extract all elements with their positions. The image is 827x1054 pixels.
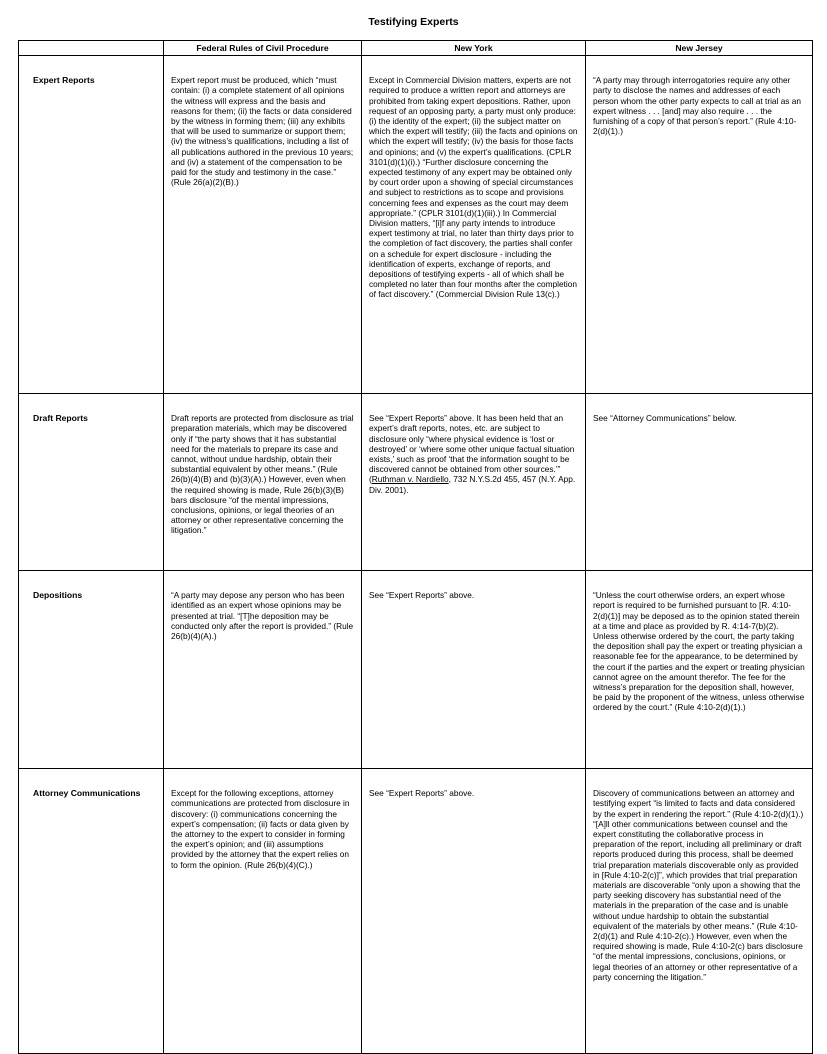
cell-new-york [362,394,586,571]
cell-new-york: Except in Commercial Division matters, experts are not required to produce a written report and attorneys are prohibited from taking expert depositions. Rather, upon request of an opposing party, a party must only produce: (i) the identity of the expert; (ii) the subject matter on which the expert will testify; (iii) the facts and opinions on which the expert will testify; (iv) the basis for those facts and opinions; and (v) the expert’s qualifications. (CPLR 3101(d)(1)(i).) “Further disclosure concerning the expected testimony of any expert may be obtained only by court order upon a showing of special circumstances and subject to restrictions as to scope and provisions concerning fees and expenses as the court may deem appropriate.” (CPLR 3101(d)(1)(iii).) In Commercial Division matters, “[i]f any party intends to introduce expert testimony at trial, no later than thirty days prior to the completion of fact discovery, the parties shall confer on a schedule for expert disclosure - including the identification of experts, exchange of reports, and depositions of testifying experts - all of which shall be completed no later than four months after the completion of fact discovery.” (Commercial Division Rule 13(c).) [362,56,586,394]
cell-new-jersey: See “Attorney Communications” below. [586,394,813,571]
case-citation: Ruthman v. Nardiello [371,474,449,485]
row-label-attorney-communications: Attorney Communications [19,769,164,1054]
cell-federal: Draft reports are protected from disclosure as trial preparation materials, which may be discovered only if “the party shows that it has substantial need for the materials to prepare its case and cannot, without undue hardship, obtain their substantial equivalent by other means.” (Rule 26(b)(4)(B) and (b)(3)(A).) However, even when the required showing is made, Rule 26(b)(3)(B) bars disclosure “of the mental impressions, conclusions, opinions, or legal theories of an attorney or other representative concerning the litigation.” [164,394,362,571]
cell-new-jersey: “A party may through interrogatories require any other party to disclose the names and addresses of each person whom the other party expects to call at trial as an expert witness . . . [and] may also require . . . the furnishing of a copy of that person’s report.” (Rule 4:10-2(d)(1).) [586,56,813,394]
header-row [19,41,813,56]
header-new-york: New York [362,41,586,56]
header-new-jersey: New Jersey [586,41,813,56]
document-title: Testifying Experts [368,16,459,28]
cell-federal: “A party may depose any person who has been identified as an expert whose opinions may be presented at trial. “[T]he deposition may be conducted only after the report is provided.” (Rule 26(b)(4)(A).) [164,571,362,769]
header-blank [19,41,164,56]
cell-new-york: See “Expert Reports” above. [362,571,586,769]
table-row [19,394,813,571]
row-label-expert-reports: Expert Reports [19,56,164,394]
cell-text: , 732 N.Y.S.2d 455, 457 (N.Y. App. Div. 2001). [369,474,576,495]
cell-federal: Except for the following exceptions, attorney communications are protected from disclosure in discovery: (i) communications concerning the expert’s compensation; (ii) facts or data given by the attorney to the expert to consider in forming the expert’s opinion; and (iii) assumptions provided by the attorney that the expert relies on to form the opinion. (Rule 26(b)(4)(C).) [164,769,362,1054]
row-label-draft-reports: Draft Reports [19,394,164,571]
cell-new-jersey: “Unless the court otherwise orders, an expert whose report is required to be furnished pursuant to [R. 4:10-2(d)(1)] may be deposed as to the opinion stated therein at a time and place as provided by R. 4:14-7(b)(2). Unless otherwise ordered by the court, the party taking the deposition shall pay the expert or treating physician a reasonable fee for the appearance, to be determined by the court if the parties and the expert or treating physician cannot agree on the amount therefor. The fee for the witness’s preparation for the deposition shall, however, be paid by the proponent of the witness, unless otherwise ordered by the court.” (Rule 4:10-2(d)(1).) [586,571,813,769]
cell-text: See “Expert Reports” above. It has been held that an expert’s draft reports, notes, etc. are subject to disclosure only “where physical evidence is ‘lost or destroyed’ or ‘where some other unique factual situation exists,’ such as proof ‘that the information sought to be discovered cannot be obtained from other sources.’” ( [369,413,575,485]
table-row [19,56,813,394]
cell-federal: Expert report must be produced, which “must contain: (i) a complete statement of all opinions the witness will express and the basis and reasons for them; (ii) the facts or data considered by the witness in forming them; (iii) any exhibits that will be used to summarize or support them; (iv) the witness’s qualifications, including a list of all publications authored in the previous 10 years; and (iv) a statement of the compensation to be paid for the study and testimony in the case.” (Rule 26(a)(2)(B).) [164,56,362,394]
row-label-depositions: Depositions [19,571,164,769]
testifying-experts-table [18,40,813,1054]
header-federal: Federal Rules of Civil Procedure [164,41,362,56]
cell-new-york: See “Expert Reports” above. [362,769,586,1054]
cell-new-jersey: Discovery of communications between an attorney and testifying expert “is limited to facts and data considered by the expert in rendering the report.” (Rule 4:10-2(d)(1).) “[A]ll other communications between counsel and the expert constituting the collaborative process in preparation of the report, including all preliminary or draft reports produced during this process, shall be deemed trial preparation materials discoverable only as provided in [Rule 4:10-2(c)]”, which provides that trial preparation materials are discoverable “only upon a showing that the party seeking discovery has substantial need of the materials in the preparation of the case and is unable without undue hardship to obtain the substantial equivalent of the materials by other means.” (Rule 4:10-2(d)(1) and Rule 4:10-2(c).) However, even when the required showing is made, Rule 4:10-2(c) bars disclosure “of the mental impressions, conclusions, opinions, or legal theories of an attorney or other representative of a party concerning the litigation.” [586,769,813,1054]
table-row [19,571,813,769]
table-row [19,769,813,1054]
